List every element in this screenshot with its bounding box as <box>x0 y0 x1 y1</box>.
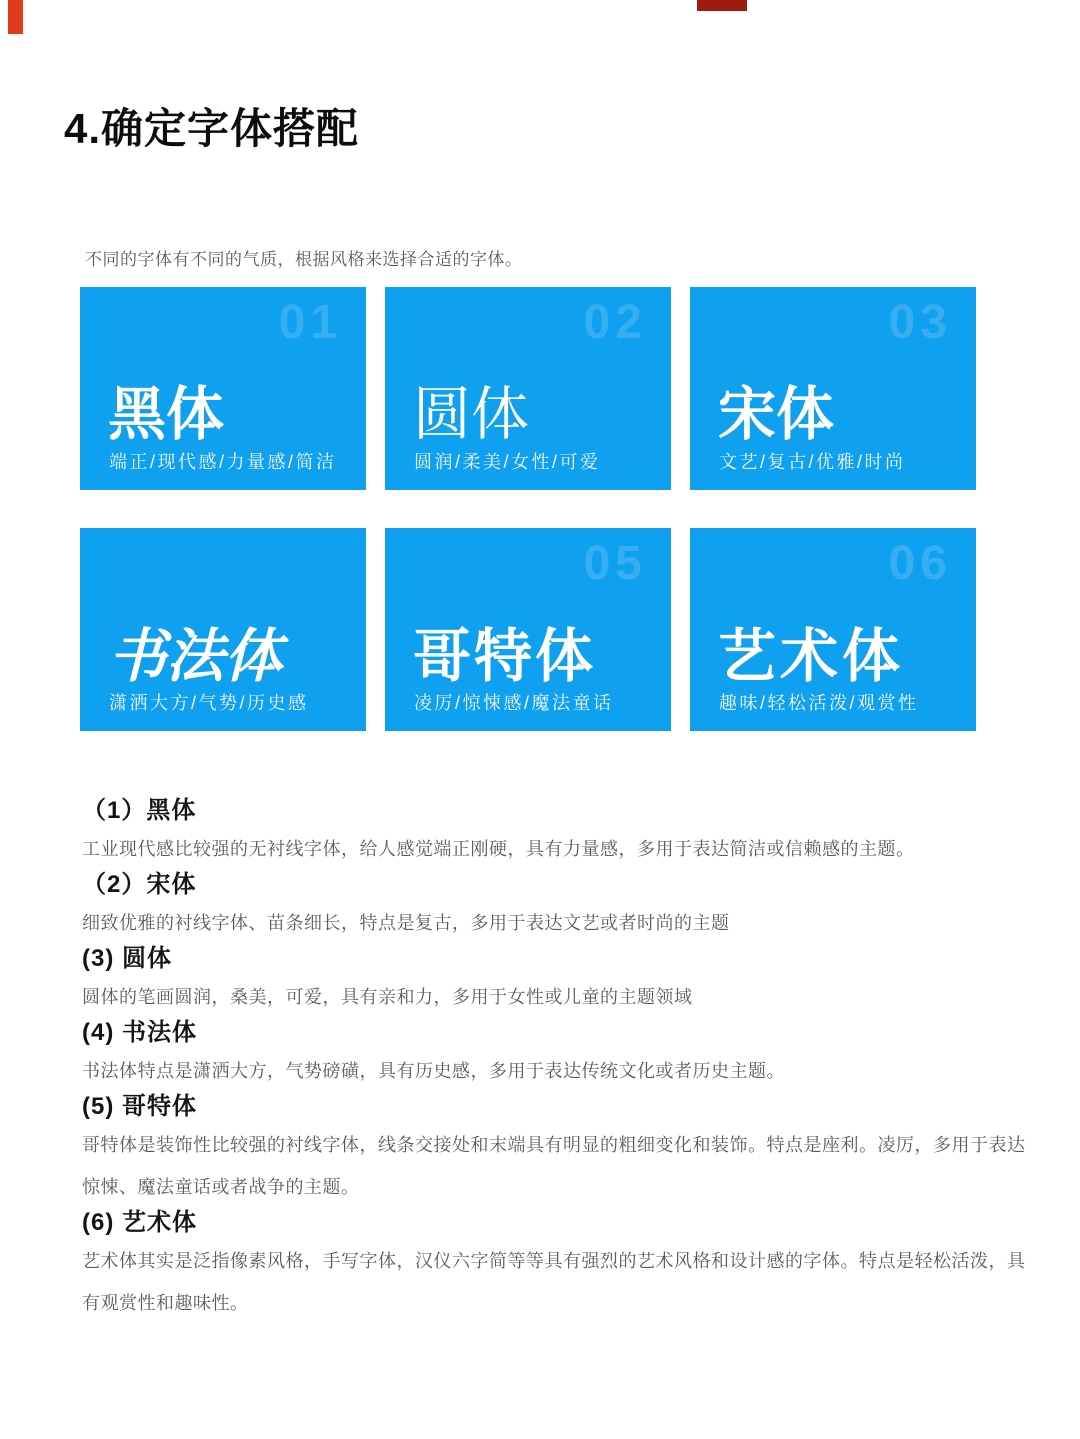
card-number: 01 <box>278 296 342 349</box>
section-heading-gete: (5) 哥特体 <box>82 1093 197 1120</box>
section-body-shufa: 书法体特点是潇洒大方，气势磅磺，具有历史感，多用于表达传统文化或者历史主题。 <box>82 1061 785 1081</box>
section-heading-songti: （2）宋体 <box>82 871 197 898</box>
font-descriptions <box>82 792 1034 1324</box>
font-card-heiti <box>80 287 366 490</box>
section-body-songti: 细致优雅的衬线字体、苗条细长，特点是复古，多用于表达文艺或者时尚的主题 <box>82 913 730 933</box>
card-tags: 趣味/轻松活泼/观赏性 <box>719 693 919 713</box>
card-number: 06 <box>888 537 952 590</box>
card-name: 黑体 <box>108 382 225 447</box>
card-number: 02 <box>583 296 647 349</box>
section-heading-heiti: （1）黑体 <box>82 797 197 824</box>
section-body-yishu: 艺术体其实是泛指像素风格，手写字体，汉仪六字简等等具有强烈的艺术风格和设计感的字体。特点是轻松活泼，具有观赏性和趣味性。 <box>82 1251 1026 1313</box>
font-card-gete <box>385 528 671 731</box>
card-number: 05 <box>583 537 647 590</box>
section-body-gete: 哥特体是装饰性比较强的衬线字体，线条交接处和末端具有明显的粗细变化和装饰。特点是座利。凌厉，多用于表达惊悚、魔法童话或者战争的主题。 <box>82 1135 1026 1197</box>
section-heading-yishu: (6) 艺术体 <box>82 1209 197 1236</box>
red-corner-marker <box>8 0 23 34</box>
card-number: 03 <box>888 296 952 349</box>
font-card-grid <box>80 287 976 731</box>
page-title: 4.确定字体搭配 <box>64 105 360 153</box>
card-tags: 端正/现代感/力量感/简洁 <box>109 452 337 472</box>
card-tags: 凌厉/惊悚感/魔法童话 <box>414 693 614 713</box>
card-tags: 圆润/柔美/女性/可爱 <box>414 452 601 472</box>
section-body-yuanti: 圆体的笔画圆润，桑美，可爱，具有亲和力，多用于女性或儿童的主题领域 <box>82 987 693 1007</box>
card-tags: 潇洒大方/气势/历史感 <box>109 693 309 713</box>
red-top-marker <box>697 0 747 11</box>
card-tags: 文艺/复古/优雅/时尚 <box>719 452 906 472</box>
section-heading-yuanti: (3) 圆体 <box>82 945 172 972</box>
card-name: 宋体 <box>718 382 835 447</box>
section-body-heiti: 工业现代感比较强的无衬线字体，给人感觉端正刚硬，具有力量感，多用于表达简洁或信赖感的主题。 <box>82 839 915 859</box>
card-name: 书法体 <box>108 622 283 690</box>
card-name: 圆体 <box>413 382 530 447</box>
font-card-yuanti <box>385 287 671 490</box>
font-card-songti <box>690 287 976 490</box>
card-name: 哥特体 <box>413 622 597 690</box>
intro-text: 不同的字体有不同的气质，根据风格来选择合适的字体。 <box>85 250 523 269</box>
font-card-yishu <box>690 528 976 731</box>
card-name: 艺术体 <box>718 622 905 690</box>
section-heading-shufa: (4) 书法体 <box>82 1019 197 1046</box>
font-card-shufa <box>80 528 366 731</box>
